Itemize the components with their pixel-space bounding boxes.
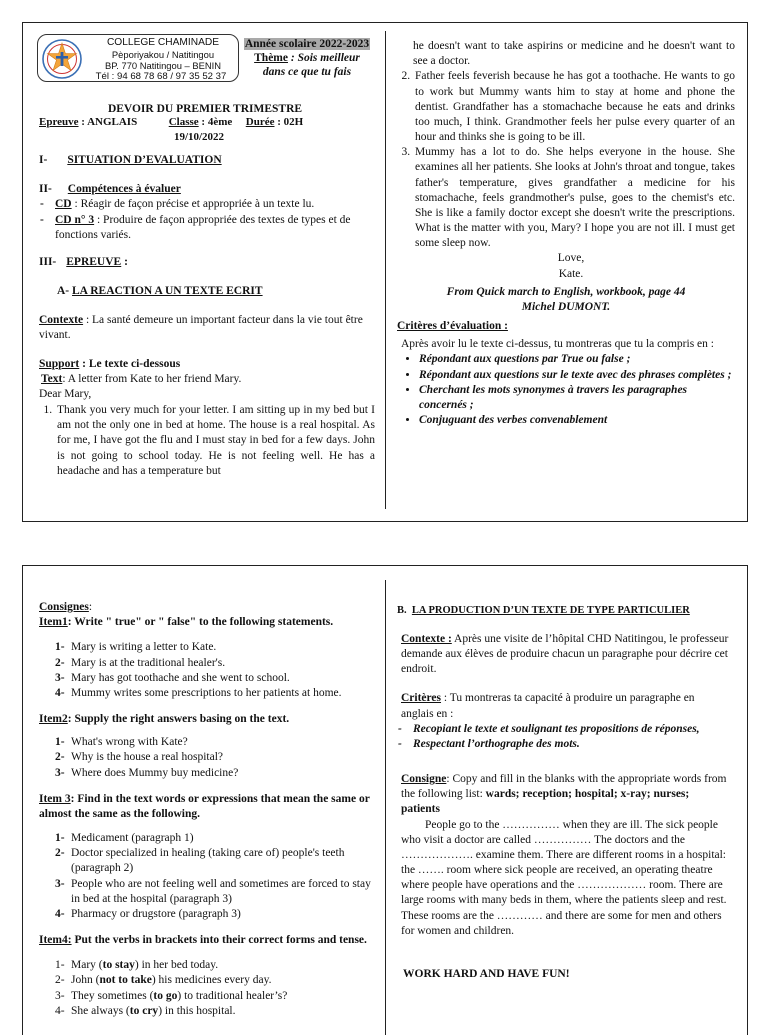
item-number: 2- <box>55 656 65 669</box>
criteria-title: Critères d’évaluation : <box>397 320 508 333</box>
item-text: Why is the house a real hospital? <box>71 751 224 764</box>
item-text: Pharmacy or drugstore (paragraph 3) <box>71 907 241 920</box>
item-number: 4- <box>55 686 65 699</box>
criteria-intro: Après avoir lu le texte ci-dessus, tu montreras que tu la compris en : <box>401 338 714 351</box>
context-label: Contexte <box>39 314 84 327</box>
cd3-text: : Produire de façon appropriée des textes de types et de fonctions variés. <box>55 213 351 241</box>
item-text: Mary is writing a letter to Kate. <box>71 641 217 654</box>
item-number: 1- <box>55 736 65 749</box>
item3-label: Item 3 <box>39 792 71 805</box>
right-column-p2 <box>397 604 729 982</box>
item3-heading <box>39 792 375 822</box>
item-number: 1- <box>55 641 65 654</box>
part-b-criterion: - Respectant l’orthographe des mots. <box>397 737 729 752</box>
criteria-item: • Conjuguant des verbes convenablement <box>419 413 735 428</box>
sentence-end: ) to traditional healer’s? <box>177 989 288 1002</box>
exam-date: 19/10/2022 <box>173 130 225 143</box>
item-text: Where does Mummy buy medicine? <box>71 766 239 779</box>
item-text: Medicament (paragraph 1) <box>71 832 194 845</box>
item1-list <box>39 640 375 701</box>
context-paragraph <box>39 313 375 343</box>
item3-text: : Find in the text words or expressions that mean the same or almost the same as the following. <box>39 792 370 820</box>
school-header-box <box>37 34 239 82</box>
letter-paragraph-3: 3. Mummy has a lot to do. She helps everyone in the house. She examines all her patients. She looks at John's throat and tongue, takes father's temperature, gives grandfather a medicine for his stomachache, feels grandmother's pulse, goes to the chemist's etc. She is like a family doctor except she doesn't write the prescriptions. What is the matter with you, Mary? I hope you are not ill. I must get some sleep now. <box>413 145 735 251</box>
item-number: 2- <box>55 847 65 860</box>
page-1 <box>22 22 748 522</box>
support-line <box>39 357 375 372</box>
verb: to stay <box>102 959 135 972</box>
item-text: Doctor specialized in healing (taking care of) people's teeth (paragraph 2) <box>71 847 345 875</box>
school-location: Pèporiyakou / Natitingou <box>111 49 215 61</box>
left-column-p2 <box>39 600 375 1019</box>
criteria-item: • Répondant aux questions sur le texte avec des phrases complètes ; <box>419 368 735 383</box>
theme-value: : Sois meilleur dans ce que tu fais <box>262 52 360 78</box>
section-1-title: SITUATION D’EVALUATION <box>67 154 222 166</box>
part-b-title: LA PRODUCTION D’UN TEXTE DE TYPE PARTICULIER <box>411 605 690 616</box>
item4-sentence <box>39 1004 375 1019</box>
item3-term <box>39 877 375 907</box>
item-number: 2- <box>55 751 65 764</box>
item3-list <box>39 831 375 922</box>
closing-message: WORK HARD AND HAVE FUN! <box>403 967 570 980</box>
cd3-label: CD n° 3 <box>55 213 95 226</box>
page-2 <box>22 565 748 1035</box>
part-a-heading <box>39 284 375 299</box>
item2-label: Item2 <box>39 713 68 726</box>
item1-statement <box>39 656 375 671</box>
sentence-end: ) his medicines every day. <box>151 974 272 987</box>
letter-paragraph-1: 1. Thank you very much for your letter. I am sitting up in my bed but I am not the only one in bed at home. The house is a real hospital. As for me, I have got the flu and I must stay in bed for a few days. John is not going to school today. He is not feeling well. He has a headache and has a temperature but <box>55 403 375 479</box>
item2-question <box>39 766 375 781</box>
item-number: 2- <box>55 974 65 987</box>
sentence-start: John ( <box>71 974 100 987</box>
part-b-heading <box>397 604 729 618</box>
word-list: wards; reception; hospital; x-ray; nurses; patients <box>401 788 690 816</box>
item1-label: Item1 <box>39 616 68 629</box>
part-b-number: B. <box>397 605 407 616</box>
item4-label: Item4: <box>39 934 72 947</box>
part-b-consigne-text: : Copy and fill in the blanks with the appropriate words from the following list: <box>401 773 727 801</box>
sentence-start: She always ( <box>71 1004 130 1017</box>
item2-text: : Supply the right answers basing on the text. <box>67 713 290 726</box>
school-address: BP. 770 Natitingou – BENIN <box>104 60 222 72</box>
item-text: Mary is at the traditional healer's. <box>71 656 226 669</box>
item4-heading <box>39 933 375 948</box>
section-2-number: II- <box>39 183 52 196</box>
column-divider <box>385 31 386 509</box>
year-theme-block <box>242 37 372 80</box>
duree-label: Durée <box>245 116 275 128</box>
section-1-heading <box>39 153 375 168</box>
text-description <box>39 372 375 387</box>
item4-text: Put the verbs in brackets into their correct forms and tense. <box>71 934 367 947</box>
sentence-start: They sometimes ( <box>71 989 154 1002</box>
school-logo-icon <box>42 39 82 79</box>
item1-statement <box>39 686 375 701</box>
text-desc: : A letter from Kate to her friend Mary. <box>62 372 242 385</box>
item4-sentence <box>39 973 375 988</box>
section-2-title: Compétences à évaluer <box>67 183 181 196</box>
item-number: 3- <box>55 766 65 779</box>
item1-heading <box>39 615 375 630</box>
section-3-number: III- <box>39 255 57 268</box>
item-text: Mummy writes some prescriptions to her patients at home. <box>71 686 342 699</box>
part-b-criteria-list <box>397 722 729 752</box>
item2-heading <box>39 712 375 727</box>
criteria-list <box>397 352 735 428</box>
school-name: COLLEGE CHAMINADE <box>106 37 220 48</box>
school-phone: Tél : 94 68 78 68 / 97 35 52 37 <box>95 71 227 82</box>
item4-sentence <box>39 989 375 1004</box>
item-number: 3- <box>55 989 65 1002</box>
item-number: 3- <box>55 877 65 890</box>
part-a-number: A- <box>57 285 70 298</box>
part-b-context <box>397 632 729 678</box>
item2-list <box>39 735 375 781</box>
consignes-heading: Consignes: <box>39 601 93 613</box>
letter-paragraphs-left <box>39 403 375 479</box>
letter-paragraph-1-continued: he doesn't want to take aspirins or medicine and he doesn't want to see a doctor. <box>413 40 735 68</box>
part-b-criteria-label: Critères <box>401 692 442 705</box>
theme-label: Thème <box>254 52 288 65</box>
consignes-label: Consignes <box>39 601 89 613</box>
classe-value: : 4ème <box>198 116 233 128</box>
letter-paragraph-2: 2. Father feels feverish because he has got a toothache. He wants to go to work but Mummy wants him to stay at home and phone the dentist. Grandfather has a stomachache because he eats and drinks too much, I think. Grandmother feels her pulse every quarter of an hour and thinks she is going to be ill. <box>413 69 735 145</box>
school-year: Année scolaire 2022-2023 <box>244 38 370 50</box>
section-3-title: EPREUVE <box>66 255 122 268</box>
item-number: 4- <box>55 1004 65 1017</box>
section-3-heading <box>39 255 375 270</box>
letter-source: From Quick march to English, workbook, page 44 <box>446 285 686 298</box>
verb: to cry <box>129 1004 159 1017</box>
text-label: Text <box>41 372 63 385</box>
letter-closing: Love, <box>557 252 585 265</box>
section-1-number: I- <box>39 154 48 166</box>
letter-greeting: Dear Mary, <box>39 387 92 400</box>
item-number: 1- <box>55 959 65 972</box>
part-a-title: LA REACTION A UN TEXTE ECRIT <box>72 285 263 298</box>
classe-label: Classe <box>168 116 199 128</box>
item2-question <box>39 735 375 750</box>
criteria-item: • Répondant aux questions par True ou false ; <box>419 352 735 367</box>
competences-list <box>39 197 375 243</box>
sentence-start: Mary ( <box>71 959 103 972</box>
sentence-end: ) in this hospital. <box>158 1004 236 1017</box>
part-b-consigne-label: Consigne <box>401 773 447 786</box>
part-b-context-label: Contexte : <box>401 632 452 645</box>
right-column-p1 <box>397 39 735 428</box>
criteria-item: • Cherchant les mots synonymes à travers les paragraphes concernés ; <box>419 383 735 413</box>
competence-cd1 <box>39 197 375 212</box>
column-divider <box>385 580 386 1035</box>
left-column-p1 <box>39 153 375 479</box>
item3-term <box>39 831 375 846</box>
duree-value: : 02H <box>274 116 304 128</box>
item2-question <box>39 750 375 765</box>
item1-statement <box>39 671 375 686</box>
part-b-criteria <box>397 691 729 721</box>
competence-cd3 <box>39 213 375 243</box>
support-text: : Le texte ci-dessous <box>79 357 181 370</box>
item1-statement <box>39 640 375 655</box>
item-number: 3- <box>55 671 65 684</box>
item1-text: : Write " true" or " false" to the following statements. <box>67 616 334 629</box>
letter-paragraphs-right <box>397 69 735 251</box>
verb: to go <box>153 989 178 1002</box>
exam-meta <box>39 115 379 144</box>
exam-title: DEVOIR DU PREMIER TRIMESTRE <box>107 103 303 115</box>
letter-author: Michel DUMONT. <box>521 300 611 313</box>
item3-term <box>39 907 375 922</box>
item-number: 1- <box>55 832 65 845</box>
fill-in-text: People go to the …………… when they are ill. The sick people who visit a doctor are called …………… The doctors and the ………………. examine them. There are different rooms in a hospital: the ……. room where sick people are received, an operating theatre where people have operations and the ……………… room. There are large rooms with many beds in them, where the patients sleep and rest. These rooms are the ………… and there are some for men and others for women and children. <box>401 818 727 937</box>
letter-signature: Kate. <box>558 267 584 280</box>
cd1-label: CD <box>55 198 72 211</box>
part-b-context-text: Après une visite de l’hôpital CHD Natitingou, le professeur demande aux élèves de produire chacun un paragraphe pour décrire cet endroit. <box>401 632 729 676</box>
item-text: People who are not feeling well and sometimes are forced to stay in bed at the hospital (paragraph 3) <box>71 877 371 905</box>
support-label: Support <box>39 357 80 370</box>
verb: not to take <box>99 974 152 987</box>
section-3-colon: : <box>121 255 128 268</box>
section-2-heading <box>39 182 375 197</box>
epreuve-value: : ANGLAIS <box>78 116 138 128</box>
item4-list <box>39 958 375 1019</box>
part-b-criteria-text: : Tu montreras ta capacité à produire un paragraphe en anglais en : <box>401 692 695 720</box>
item-text: What's wrong with Kate? <box>71 736 188 749</box>
part-b-consigne <box>397 772 729 818</box>
item4-sentence <box>39 958 375 973</box>
cd1-text: : Réagir de façon précise et appropriée à un texte lu. <box>71 198 315 211</box>
context-text: : La santé demeure un important facteur dans la vie tout être vivant. <box>39 314 363 342</box>
item-text: Mary has got toothache and she went to school. <box>71 671 290 684</box>
item-number: 4- <box>55 907 65 920</box>
part-b-criterion: - Recopiant le texte et soulignant tes propositions de réponses, <box>397 722 729 737</box>
item3-term <box>39 846 375 876</box>
epreuve-label: Epreuve <box>39 116 79 128</box>
sentence-end: ) in her bed today. <box>134 959 219 972</box>
